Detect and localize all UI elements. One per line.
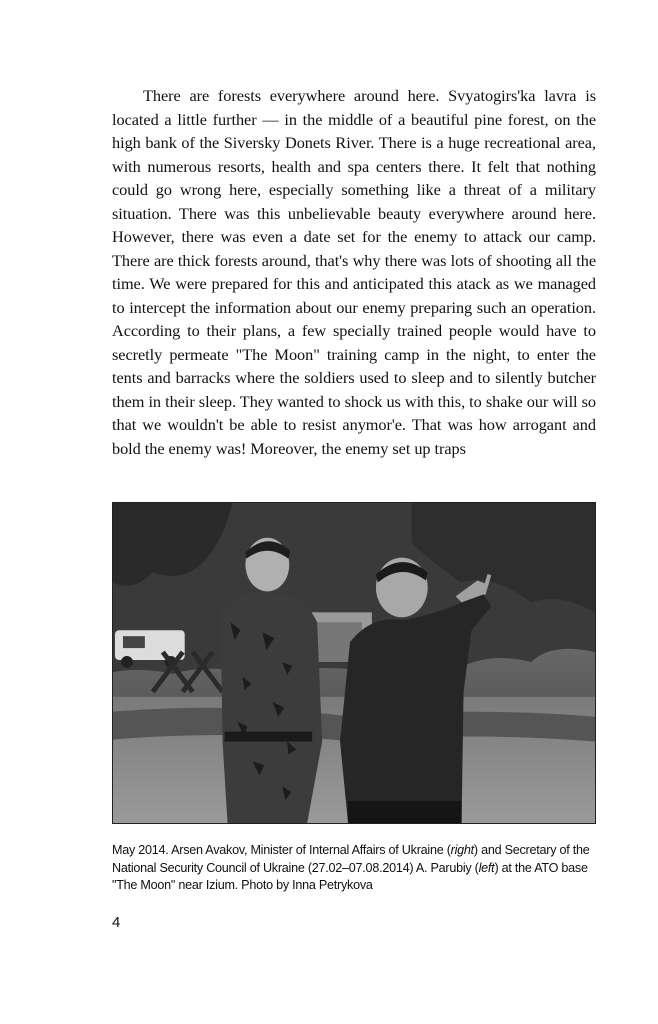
caption-part2: ) and Secretary of the National Security Council of Ukraine (27.02–07.08.2014) A. Parubiy ( <box>112 843 590 875</box>
body-paragraph: There are forests everywhere around here. Svyatogirs'ka lavra is located a little further — in the middle of a beautiful pine forest, on the high bank of the Siversky Donets River. There is a huge recreational area, with numerous resorts, health and spa centers there. It felt that nothing could go wrong here, especially something like a threat of a military situation. There was this unbelievable beauty everywhere around here. However, there was even a date set for the enemy to attack our camp. There are thick forests around, that's why there was lots of shooting all the time. We were prepared for this and anticipated this atack as we managed to intercept the information about our enemy preparing such an operation. According to their plans, a few specially trained people would have to secretly permeate "The Moon" training camp in the night, to enter the tents and barracks where the soldiers used to sleep and to silently butcher them in their sleep. They wanted to shock us with this, to shake our will so that we wouldn't be able to resist anymor'e. That was how arrogant and bold the enemy was! Moreover, the enemy set up traps <box>112 86 596 458</box>
caption-left: left <box>478 860 495 875</box>
photo-caption <box>112 842 598 895</box>
page-number: 4 <box>112 914 121 931</box>
caption-part1: May 2014. Arsen Avakov, Minister of Internal Affairs of Ukraine ( <box>112 843 451 857</box>
caption-part3: ) at the ATO base "The Moon" near Izium. Photo by Inna Petrykova <box>112 860 588 892</box>
photo-illustration <box>113 503 595 823</box>
caption-right: right <box>450 843 474 857</box>
photograph <box>112 502 596 824</box>
